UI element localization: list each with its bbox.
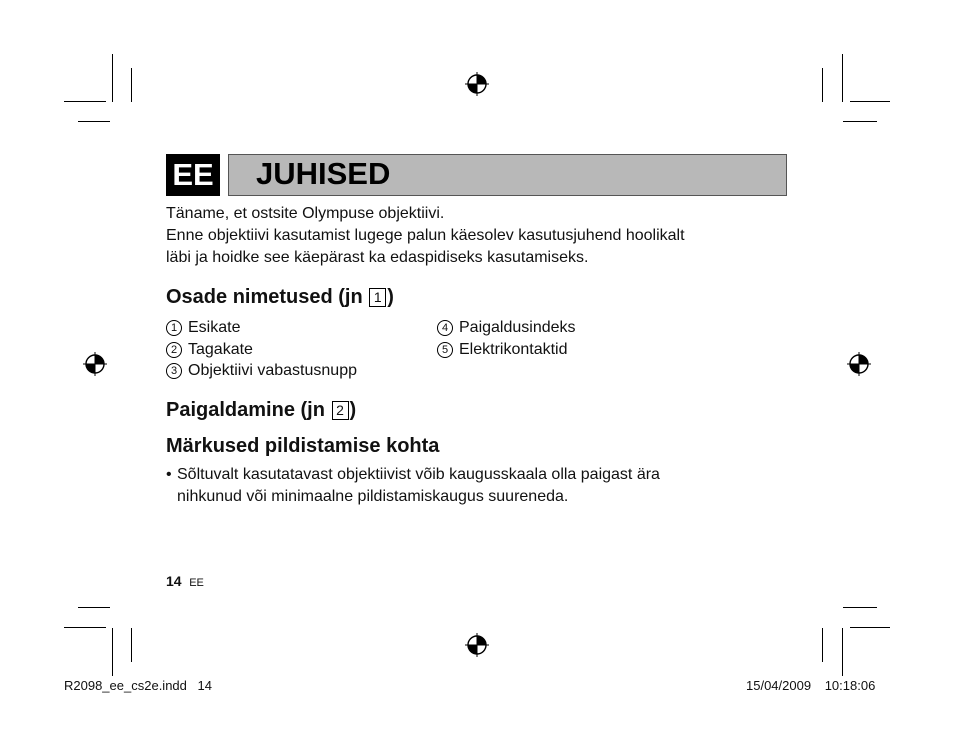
crop-mark	[822, 628, 823, 662]
crop-mark	[131, 628, 132, 662]
language-badge: EE	[166, 154, 220, 196]
registration-mark-icon	[465, 633, 489, 657]
item-label: Esikate	[188, 319, 241, 336]
item-number: 1	[166, 320, 182, 336]
title-bar	[228, 154, 787, 196]
section-heading-install: Paigaldamine (jn 2 )	[166, 399, 357, 421]
print-slug-file: R2098_ee_cs2e.indd 14	[64, 678, 212, 693]
crop-mark	[850, 627, 890, 628]
crop-mark	[850, 101, 890, 102]
crop-mark	[78, 121, 110, 122]
registration-mark-icon	[83, 352, 107, 376]
page-title: JUHISED	[256, 156, 391, 191]
crop-mark	[822, 68, 823, 102]
item-label: Objektiivi vabastusnupp	[188, 362, 357, 379]
page-number: 14	[166, 573, 182, 589]
list-item	[166, 340, 253, 360]
figure-reference: 1	[369, 288, 386, 307]
bullet-glyph: •	[166, 466, 172, 483]
crop-mark	[842, 54, 843, 102]
item-number: 5	[437, 342, 453, 358]
intro-paragraph	[166, 203, 685, 269]
item-number: 3	[166, 363, 182, 379]
item-label: Paigaldusindeks	[459, 319, 576, 336]
crop-mark	[112, 54, 113, 102]
page-footer-lang: EE	[189, 577, 204, 589]
print-slug-timestamp: 15/04/2009 10:18:06	[746, 678, 876, 693]
notes-bullet: • Sõltuvalt kasutatavast objektiivist võib kaugusskaala olla paigast ära nihkunud või minimaalne pildistamiskaugus suureneda.	[166, 466, 660, 505]
item-label: Elektrikontaktid	[459, 341, 568, 358]
list-item	[166, 318, 240, 338]
section-heading-notes: Märkused pildistamise kohta	[166, 435, 440, 457]
intro-line: Täname, et ostsite Olympuse objektiivi.	[166, 205, 445, 222]
page-footer	[166, 573, 204, 589]
crop-mark	[64, 101, 106, 102]
intro-line: läbi ja hoidke see käepärast ka edaspidiseks kasutamiseks.	[166, 249, 589, 266]
section-heading-parts: Osade nimetused (jn 1 )	[166, 286, 394, 308]
item-number: 2	[166, 342, 182, 358]
registration-mark-icon	[465, 72, 489, 96]
intro-line: Enne objektiivi kasutamist lugege palun käesolev kasutusjuhend hoolikalt	[166, 227, 685, 244]
crop-mark	[131, 68, 132, 102]
item-number: 4	[437, 320, 453, 336]
item-label: Tagakate	[188, 341, 253, 358]
crop-mark	[64, 627, 106, 628]
registration-mark-icon	[847, 352, 871, 376]
list-item	[437, 318, 576, 338]
crop-mark	[78, 607, 110, 608]
list-item	[437, 340, 568, 360]
crop-mark	[112, 628, 113, 676]
crop-mark	[842, 628, 843, 676]
crop-mark	[843, 607, 877, 608]
crop-mark	[843, 121, 877, 122]
list-item	[166, 361, 357, 381]
figure-reference: 2	[332, 401, 349, 420]
